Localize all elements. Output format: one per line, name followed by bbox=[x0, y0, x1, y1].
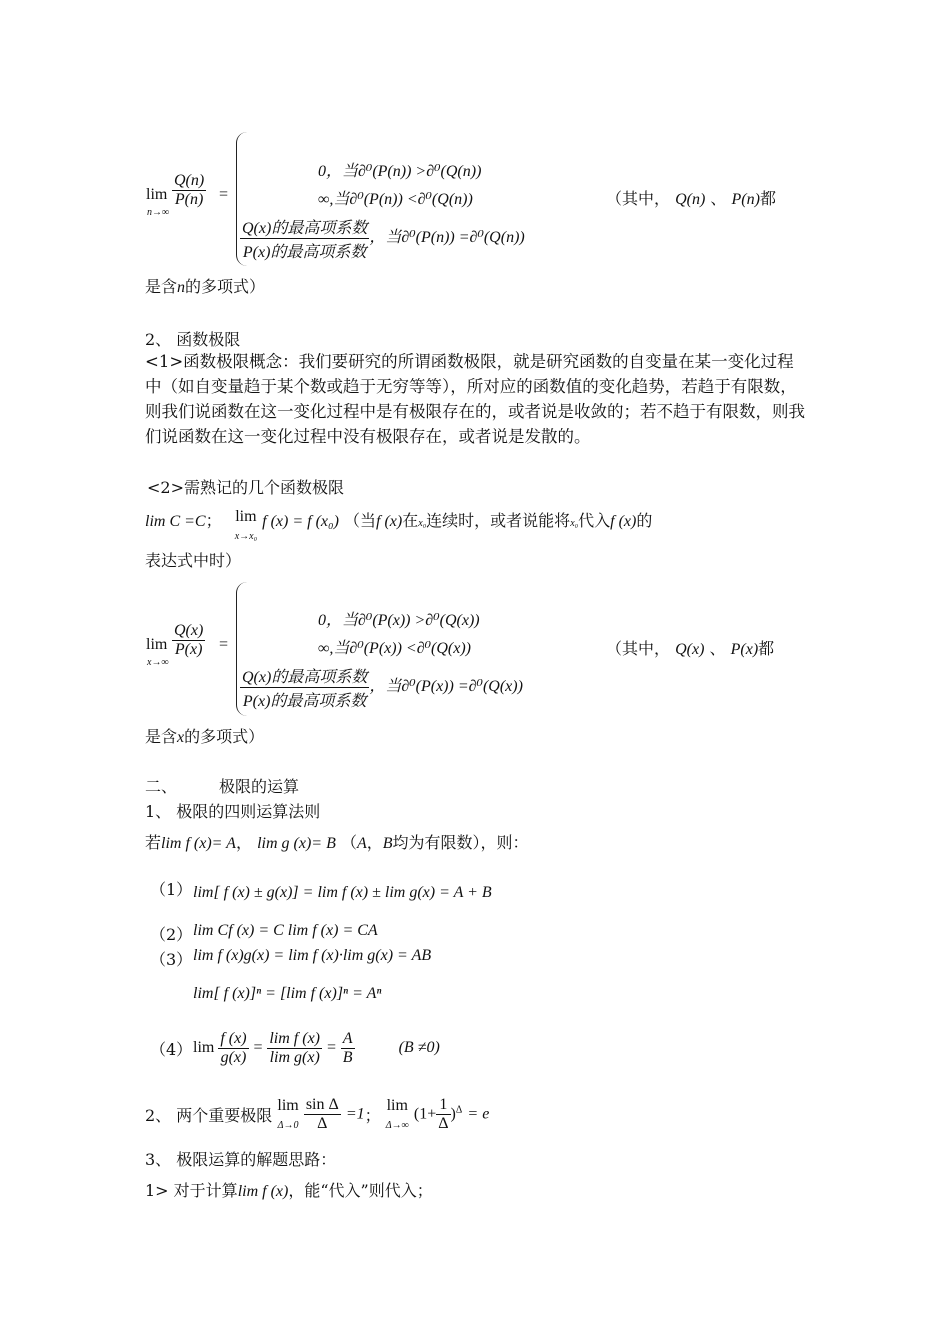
rule1-label: （1） bbox=[150, 880, 193, 899]
block2-case3: $\frac{\text{Q(x)的最高项系数}}{\text{P(x)的最高项系数}}$ ，当∂⁰(P(x)) =∂⁰(Q(x)) bbox=[240, 664, 523, 711]
section-heading-function-limit: 2、 函数极限 bbox=[145, 330, 241, 349]
block1-note: （其中， Q(n) 、 P(n)都 bbox=[606, 189, 776, 208]
premise-line: 若lim f (x)= A， lim g (x)= B （A，B均为有限数），则： bbox=[145, 833, 529, 852]
block2-note: （其中， Q(x) 、 P(x)都 bbox=[606, 639, 775, 658]
block2-lim-sub: x→∞ bbox=[147, 657, 169, 668]
rule2-formula: lim Cf (x) = C lim f (x) = CA bbox=[193, 922, 378, 939]
part-heading-limit-operations: 二、 极限的运算 bbox=[145, 777, 300, 796]
block1-ratio: $\frac{Q(n)}{P(n)}$ bbox=[174, 172, 205, 208]
block2-case2: ∞,当∂⁰(P(x)) <∂⁰(Q(x)) bbox=[318, 640, 472, 657]
rule4-label: （4） bbox=[150, 1040, 193, 1059]
rule3-formula: lim f (x)g(x) = lim f (x)·lim g(x) = AB bbox=[193, 947, 432, 964]
block1-continuation: 是含n的多项式） bbox=[145, 277, 266, 296]
rule4-formula: lim $\frac{f (x)}{g(x)}$ = $\frac{\text{lim f (x)}}{\text{lim g(x)}}$ = $\frac{A}{B}$ (B ≠0) bbox=[193, 1030, 440, 1066]
function-limit-concept-paragraph: <1>函数极限概念：我们要研究的所谓函数极限，就是研究函数的自变量在某一变化过程中（如自变量趋于某个数或趋于无穷等等），所对应的函数值的变化趋势，若趋于有限数，则我们说函数在这一变化过程中是有极限存在的，或者说是收敛的；若不趋于有限数，则我们说函数在这一变化过程中没有极限存在，或者说是发散的。 bbox=[145, 352, 805, 446]
block1-case3: $\frac{\text{Q(x)的最高项系数}}{\text{P(x)的最高项系数}}$ ，当∂⁰(P(n)) =∂⁰(Q(n)) bbox=[240, 215, 525, 262]
block1-lim: lim bbox=[146, 186, 168, 203]
rule2-label: （2） bbox=[150, 925, 193, 944]
rule1-formula: lim[ f (x) ± g(x)] = lim f (x) ± lim g(x) = A + B bbox=[193, 884, 492, 901]
block2-lim: lim bbox=[146, 636, 168, 653]
block1-lim-sub: n→∞ bbox=[147, 207, 170, 218]
important-limits-line: 2、 两个重要极限 lim Δ→0 $\frac{\text{sin Δ}}{\Delta}$ =1； lim Δ→∞ (1+ $\frac{1}{\Delta}$ )$^\Delta$ = e bbox=[145, 1096, 490, 1132]
rule3b-formula: lim[ f (x)]ⁿ = [lim f (x)]ⁿ = Aⁿ bbox=[193, 985, 382, 1002]
block2-ratio: $\frac{Q(x)}{P(x)}$ bbox=[174, 622, 204, 658]
block1-case2: ∞,当∂⁰(P(n)) <∂⁰(Q(n)) bbox=[318, 191, 473, 208]
memorize-heading: <2>需熟记的几个函数极限 bbox=[147, 478, 344, 497]
block2-case1: 0，当∂⁰(P(x)) >∂⁰(Q(x)) bbox=[318, 612, 480, 629]
block1-equals: = bbox=[218, 186, 229, 203]
solution-approach-heading: 3、 极限运算的解题思路： bbox=[145, 1150, 337, 1169]
block2-equals: = bbox=[218, 636, 229, 653]
step1-line: 1> 对于计算lim f (x)，能“代入”则代入； bbox=[145, 1181, 433, 1200]
block2-continuation: 是含x的多项式） bbox=[145, 727, 265, 746]
four-rules-heading: 1、 极限的四则运算法则 bbox=[145, 802, 321, 821]
rule3-label: （3） bbox=[150, 950, 193, 969]
block1-case1: 0，当∂⁰(P(n)) >∂⁰(Q(n)) bbox=[318, 163, 482, 180]
limit-constant-line: lim C =C； lim x→x₀ f (x) = f (x₀) （当f (x)在x₀连续时，或者说能将x₀代入f (x)的 bbox=[145, 508, 653, 542]
limit-constant-line-continuation: 表达式中时） bbox=[145, 551, 242, 570]
